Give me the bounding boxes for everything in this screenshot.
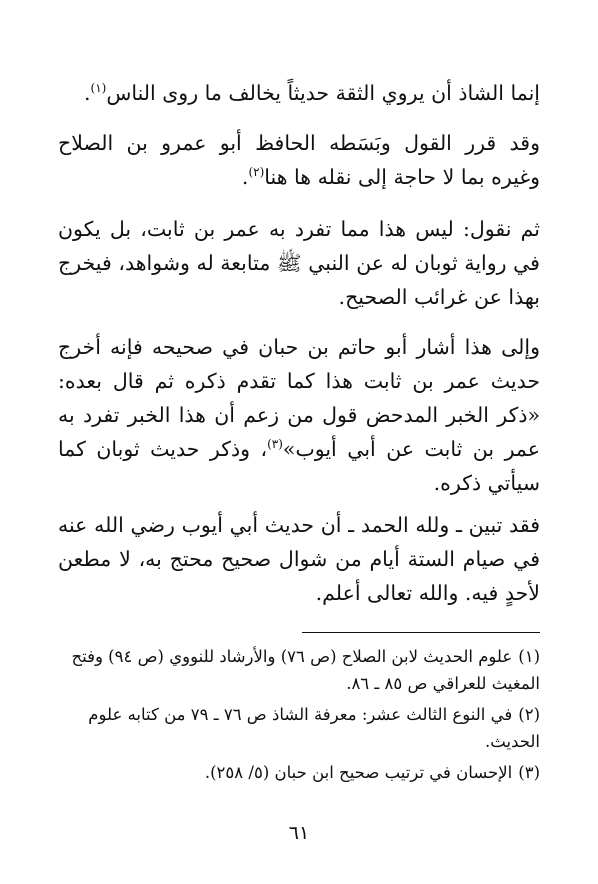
footnote-1	[58, 643, 540, 697]
paragraph-2-text: وقد قرر القول وبَسَطه الحافظ أبو عمرو بن الصلاح وغيره بما لا حاجة إلى نقله ها هنا	[58, 131, 540, 189]
footnote-2	[58, 701, 540, 755]
footnote-marker-2: (٢)	[248, 165, 265, 180]
paragraph-1-tail: .	[83, 81, 91, 105]
paragraph-5-text: فقد تبين ـ ولله الحمد ـ أن حديث أبي أيوب رضي الله عنه في صيام الستة أيام من شوال صحيح محتج به، لا مطعن لأحدٍ فيه. والله تعالى أعلم.	[58, 513, 540, 605]
footnote-2-text: في النوع الثالث عشر: معرفة الشاذ ص ٧٦ ـ ٧٩ من كتابه علوم الحديث.	[88, 705, 540, 751]
footnotes	[58, 643, 540, 790]
paragraph-4-text: وإلى هذا أشار أبو حاتم بن حبان في صحيحه فإنه أخرج حديث عمر بن ثابت هذا كما تقدم ذكره ثم قال بعده: «ذكر الخبر المدحض قول من زعم أن هذا الخبر تفرد به عمر بن ثابت عن أبي أيوب»	[58, 335, 540, 461]
footnote-1-text: علوم الحديث لابن الصلاح (ص ٧٦) والأرشاد للنووي (ص ٩٤) وفتح المغيث للعراقي ص ٨٥ ـ ٨٦.	[71, 647, 540, 693]
paragraph-2	[58, 126, 540, 194]
footnote-marker-1: (١)	[90, 81, 107, 96]
page-number: ٦١	[288, 822, 310, 844]
paragraph-2-tail: .	[241, 165, 249, 189]
footnote-separator	[302, 632, 540, 633]
paragraph-4-tail: ، وذكر حديث ثوبان كما سيأتي ذكره.	[58, 437, 540, 495]
paragraph-3-text: ثم نقول: ليس هذا مما تفرد به عمر بن ثابت، بل يكون في رواية ثوبان له عن النبي ﷺ متابعة له وشواهد، فيخرج بهذا عن غرائب الصحيح.	[58, 217, 540, 309]
paragraph-3	[58, 212, 540, 314]
footnote-marker-3: (٣)	[267, 437, 283, 452]
footnote-3	[58, 759, 540, 786]
paragraph-5	[58, 508, 540, 610]
footnote-1-number: (١)	[518, 647, 540, 666]
paragraph-4	[58, 330, 540, 500]
footnote-3-number: (٣)	[518, 763, 540, 782]
paragraph-1-text: إنما الشاذ أن يروي الثقة حديثاً يخالف ما روى الناس	[106, 81, 540, 105]
footnote-2-number: (٢)	[518, 705, 540, 724]
footnote-3-text: الإحسان في ترتيب صحيح ابن حبان (٥/ ٢٥٨).	[204, 763, 513, 782]
paragraph-1	[58, 76, 540, 110]
